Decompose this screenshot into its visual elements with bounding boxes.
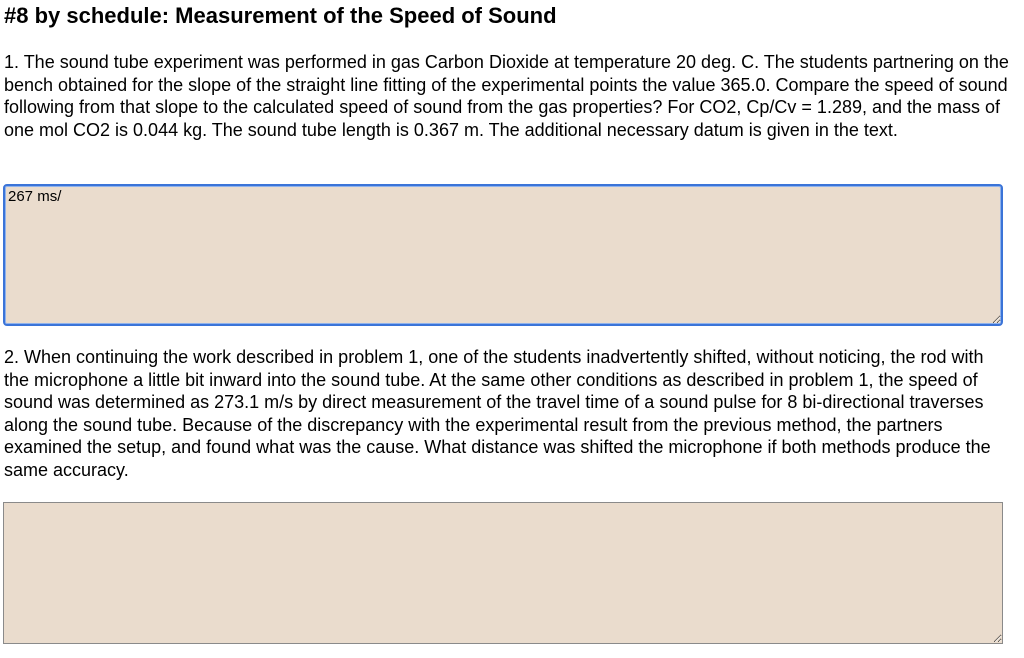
answer-2-textarea[interactable]	[3, 502, 1003, 644]
page-title: #8 by schedule: Measurement of the Speed of Sound	[4, 3, 557, 28]
answer-1-textarea[interactable]	[3, 184, 1003, 326]
question-2-text: 2. When continuing the work described in problem 1, one of the students inadvertently shifted, without noticing, the rod with the microphone a little bit inward into the sound tube. At the same other conditions as described in problem 1, the speed of sound was determined as 273.1 m/s by direct measurement of the travel time of a sound pulse for 8 bi-directional traverses along the sound tube. Because of the discrepancy with the experimental result from the previous method, the partners examined the setup, and found what was the cause. What distance was shifted the microphone if both methods produce the same accuracy.	[4, 347, 991, 480]
question-1-text: 1. The sound tube experiment was performed in gas Carbon Dioxide at temperature 20 deg. C. The students partnering on the bench obtained for the slope of the straight line fitting of the experimental points the value 365.0. Compare the speed of sound following from that slope to the calculated speed of sound from the gas properties? For CO2, Cp/Cv = 1.289, and the mass of one mol CO2 is 0.044 kg. The sound tube length is 0.367 m. The additional necessary datum is given in the text.	[4, 52, 1009, 140]
